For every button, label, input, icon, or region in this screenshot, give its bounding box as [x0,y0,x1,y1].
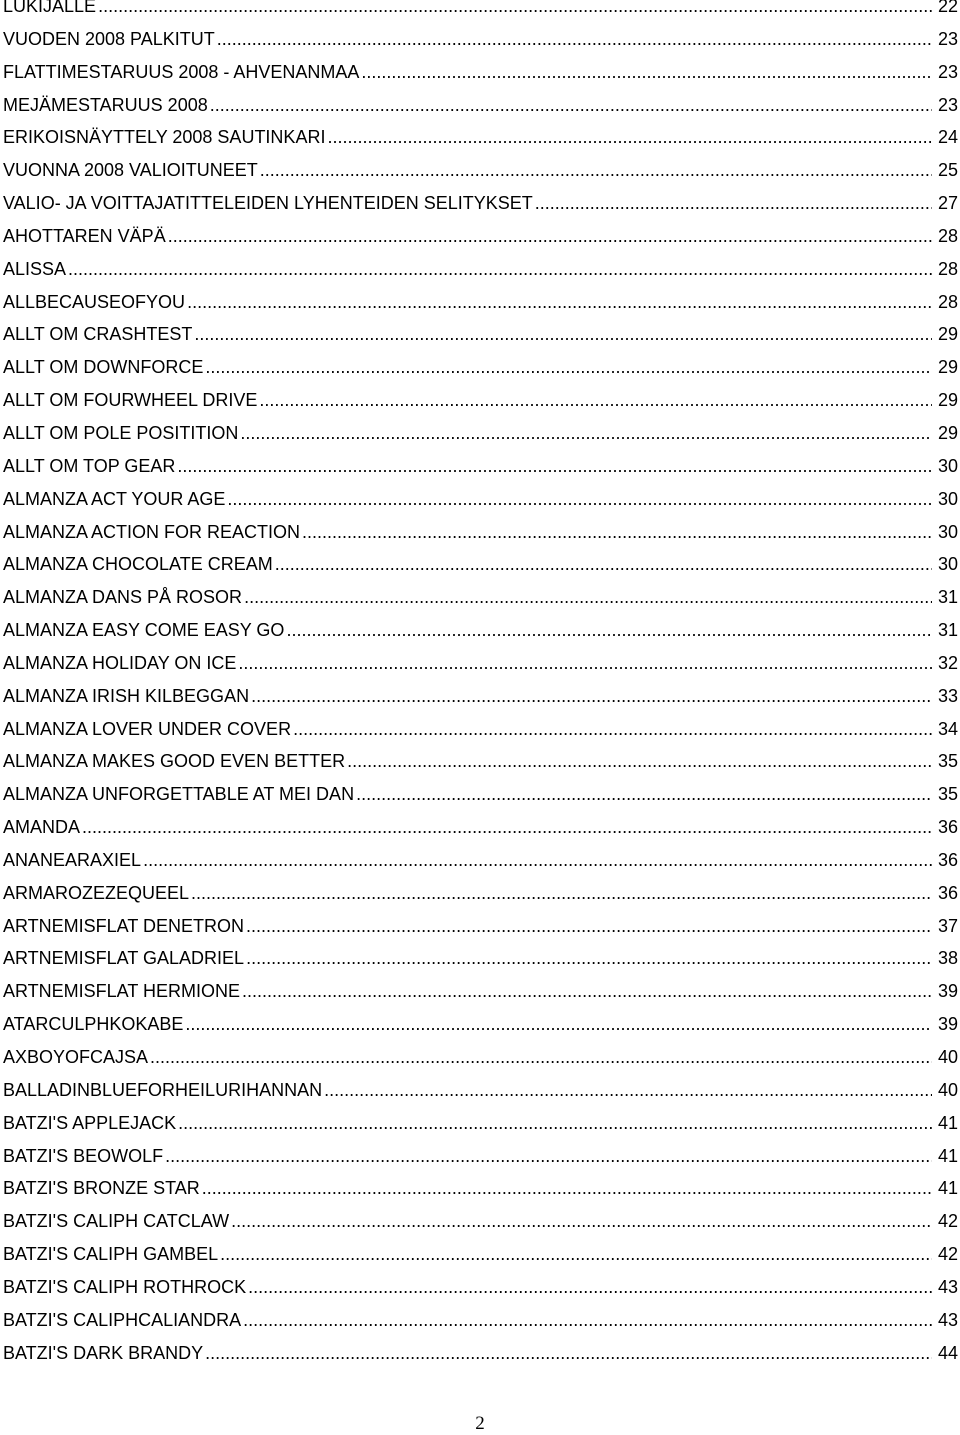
toc-entry-page: 29 [937,422,958,443]
toc-entry-title: ALISSA [3,258,67,279]
toc-entry-page: 28 [937,291,958,312]
toc-dot-leader [286,614,932,647]
toc-entry[interactable] [3,1271,960,1304]
toc-entry[interactable] [3,581,960,614]
toc-entry[interactable] [3,450,960,483]
toc-dot-leader [187,286,932,319]
toc-entry[interactable] [3,680,960,713]
toc-dot-leader [259,384,932,417]
toc-entry[interactable] [3,844,960,877]
toc-entry-page: 41 [937,1145,958,1166]
toc-entry[interactable] [3,1074,960,1107]
toc-entry[interactable] [3,910,960,943]
toc-entry-page: 40 [937,1079,958,1100]
toc-entry-page: 31 [937,587,958,608]
toc-entry-title: AHOTTAREN VÄPÄ [3,225,166,246]
toc-entry-title: ARTNEMISFLAT HERMIONE [3,981,241,1002]
toc-entry-title: ARTNEMISFLAT DENETRON [3,915,245,936]
toc-dot-leader [302,516,932,549]
toc-entry-page: 36 [937,849,958,870]
toc-entry-title: ALLT OM POLE POSITITION [3,422,239,443]
toc-dot-leader [244,581,932,614]
toc-entry[interactable] [3,154,960,187]
toc-dot-leader [217,23,932,56]
toc-entry-title: BATZI'S DARK BRANDY [3,1342,204,1363]
toc-dot-leader [246,910,932,943]
toc-entry[interactable] [3,121,960,154]
toc-entry-title: MEJÄMESTARUUS 2008 [3,94,208,115]
toc-dot-leader [143,844,932,877]
toc-dot-leader [275,548,932,581]
toc-entry-title: BATZI'S CALIPHCALIANDRA [3,1309,242,1330]
toc-entry-page: 42 [937,1211,958,1232]
toc-entry[interactable] [3,942,960,975]
toc-entry[interactable] [3,384,960,417]
toc-entry[interactable] [3,1172,960,1205]
toc-entry-page: 31 [937,620,958,641]
toc-entry-page: 41 [937,1112,958,1133]
toc-dot-leader [327,121,932,154]
toc-dot-leader [227,483,932,516]
toc-entry-page: 28 [937,258,958,279]
toc-entry-page: 29 [937,357,958,378]
toc-entry-title: AXBOYOFCAJSA [3,1047,149,1067]
toc-entry-title: ALLBECAUSEOFYOU [3,291,186,312]
toc-dot-leader [240,417,932,450]
toc-entry[interactable] [3,220,960,253]
toc-entry-page: 29 [937,324,958,345]
toc-entry-title: VUODEN 2008 PALKITUT [3,28,215,49]
toc-entry-page: 37 [937,915,958,936]
toc-dot-leader [293,713,932,746]
toc-entry[interactable] [3,318,960,351]
toc-entry-page: 34 [937,718,958,739]
toc-entry-page: 39 [937,1014,958,1035]
toc-entry-title: ATARCULPHKOKABE [3,1014,184,1035]
toc-entry-title: FLATTIMESTARUUS 2008 - AHVENANMAA [3,61,360,82]
toc-entry[interactable] [3,89,960,122]
toc-entry[interactable] [3,253,960,286]
toc-entry-title: BATZI'S CALIPH ROTHROCK [3,1276,247,1297]
toc-entry-title: ALMANZA UNFORGETTABLE AT MEI DAN [3,784,355,805]
toc-entry-title: ANANEARAXIEL [3,849,142,870]
toc-dot-leader [194,318,932,351]
toc-dot-leader [361,56,932,89]
toc-entry-page: 41 [937,1178,958,1199]
toc-entry-page: 28 [937,225,958,246]
toc-dot-leader [243,1304,932,1337]
toc-entry-page: 23 [937,61,958,82]
toc-entry-title: ALMANZA LOVER UNDER COVER [3,718,292,739]
toc-entry[interactable] [3,286,960,319]
toc-entry[interactable] [3,975,960,1008]
table-of-contents [3,0,960,1369]
toc-entry-page: 38 [937,948,958,969]
toc-dot-leader [246,942,932,975]
toc-dot-leader [82,811,932,844]
toc-entry-page: 30 [937,455,958,476]
toc-entry-page: 39 [937,981,958,1002]
toc-entry-title: ARTNEMISFLAT GALADRIEL [3,948,245,969]
toc-entry-page: 35 [937,751,958,772]
toc-dot-leader [242,975,932,1008]
toc-dot-leader [356,778,932,811]
toc-dot-leader [347,745,932,778]
toc-entry-page: 43 [937,1309,958,1330]
toc-dot-leader [177,450,932,483]
toc-entry-title: AMANDA [3,817,81,838]
toc-entry[interactable] [3,1337,960,1370]
toc-dot-leader [185,1008,932,1041]
toc-entry-title: BATZI'S APPLEJACK [3,1112,177,1133]
toc-entry[interactable] [3,1304,960,1337]
toc-dot-leader [68,253,932,286]
toc-entry-title: BATZI'S BEOWOLF [3,1145,164,1166]
toc-dot-leader [210,89,932,122]
toc-entry-title: ARMAROZEZEQUEEL [3,882,190,903]
toc-entry-title: ALLT OM CRASHTEST [3,324,193,345]
toc-entry[interactable] [3,1107,960,1140]
toc-dot-leader [220,1238,932,1271]
toc-dot-leader [324,1074,932,1107]
toc-dot-leader [178,1107,932,1140]
toc-entry-page: 30 [937,554,958,575]
toc-entry-title: BATZI'S BRONZE STAR [3,1178,200,1199]
toc-entry-page: 23 [937,28,958,49]
toc-entry-title: ALMANZA CHOCOLATE CREAM [3,554,273,575]
toc-entry-title: ALMANZA EASY COME EASY GO [3,620,285,641]
toc-entry-title: ALLT OM TOP GEAR [3,455,176,476]
toc-dot-leader [191,877,932,910]
toc-dot-leader [231,1205,932,1238]
toc-entry-page: 30 [937,521,958,542]
toc-entry-page: 32 [937,652,958,673]
toc-entry[interactable] [3,23,960,56]
toc-entry-title: ALMANZA IRISH KILBEGGAN [3,685,250,706]
toc-entry[interactable] [3,516,960,549]
toc-entry-page: 23 [937,94,958,115]
toc-entry[interactable] [3,187,960,220]
toc-entry-page: 44 [937,1342,958,1363]
toc-dot-leader [165,1140,932,1173]
toc-dot-leader [205,351,932,384]
toc-entry-page: 25 [937,160,958,181]
toc-entry-page: 36 [937,882,958,903]
toc-entry-title: VUONNA 2008 VALIOITUNEET [3,160,258,181]
toc-entry[interactable] [3,351,960,384]
toc-entry-title: ALLT OM DOWNFORCE [3,357,204,378]
toc-entry-title: BATZI'S CALIPH GAMBEL [3,1244,219,1265]
toc-entry[interactable] [3,548,960,581]
toc-entry-page: 30 [937,488,958,509]
toc-dot-leader [248,1271,932,1304]
toc-dot-leader [202,1172,932,1205]
toc-dot-leader [260,154,932,187]
toc-entry-title: VALIO- JA VOITTAJATITTELEIDEN LYHENTEIDEN SELITYKSET [3,193,533,214]
toc-entry-title: ALMANZA HOLIDAY ON ICE [3,652,237,673]
toc-entry[interactable] [3,811,960,844]
toc-entry[interactable] [3,483,960,516]
toc-entry-title: ERIKOISNÄYTTELY 2008 SAUTINKARI [3,127,326,148]
toc-entry[interactable] [3,614,960,647]
toc-dot-leader [238,647,932,680]
toc-dot-leader [535,187,932,220]
toc-entry-title: LUKIJALLE [3,0,97,16]
toc-entry[interactable] [3,745,960,778]
toc-entry-page: 22 [937,0,958,16]
toc-entry-page: 33 [937,685,958,706]
toc-dot-leader [150,1041,932,1074]
toc-dot-leader [205,1337,932,1370]
toc-entry-title: BALLADINBLUEFORHEILURIHANNAN [3,1079,323,1100]
page-number: 2 [475,1413,485,1434]
toc-entry-page: 43 [937,1276,958,1297]
toc-entry-page: 40 [937,1047,958,1067]
toc-entry-page: 42 [937,1244,958,1265]
toc-entry[interactable] [3,1205,960,1238]
toc-entry-page: 29 [937,390,958,411]
toc-entry[interactable] [3,1041,960,1074]
toc-entry[interactable] [3,1238,960,1271]
toc-entry[interactable] [3,1140,960,1173]
toc-entry-title: ALMANZA ACTION FOR REACTION [3,521,301,542]
toc-entry-page: 27 [937,193,958,214]
toc-entry-page: 35 [937,784,958,805]
toc-entry[interactable] [3,647,960,680]
toc-entry-title: ALMANZA ACT YOUR AGE [3,488,226,509]
toc-entry[interactable] [3,0,960,23]
toc-dot-leader [168,220,932,253]
toc-entry-page: 24 [937,127,958,148]
toc-entry[interactable] [3,713,960,746]
toc-entry-title: BATZI'S CALIPH CATCLAW [3,1211,230,1232]
toc-entry[interactable] [3,1008,960,1041]
toc-dot-leader [251,680,932,713]
toc-entry[interactable] [3,417,960,450]
toc-entry-title: ALLT OM FOURWHEEL DRIVE [3,390,258,411]
toc-entry-title: ALMANZA DANS PÅ ROSOR [3,587,243,608]
toc-entry[interactable] [3,877,960,910]
toc-entry-title: ALMANZA MAKES GOOD EVEN BETTER [3,751,346,772]
toc-entry-page: 36 [937,817,958,838]
toc-entry[interactable] [3,56,960,89]
toc-dot-leader [98,0,932,23]
toc-entry[interactable] [3,778,960,811]
